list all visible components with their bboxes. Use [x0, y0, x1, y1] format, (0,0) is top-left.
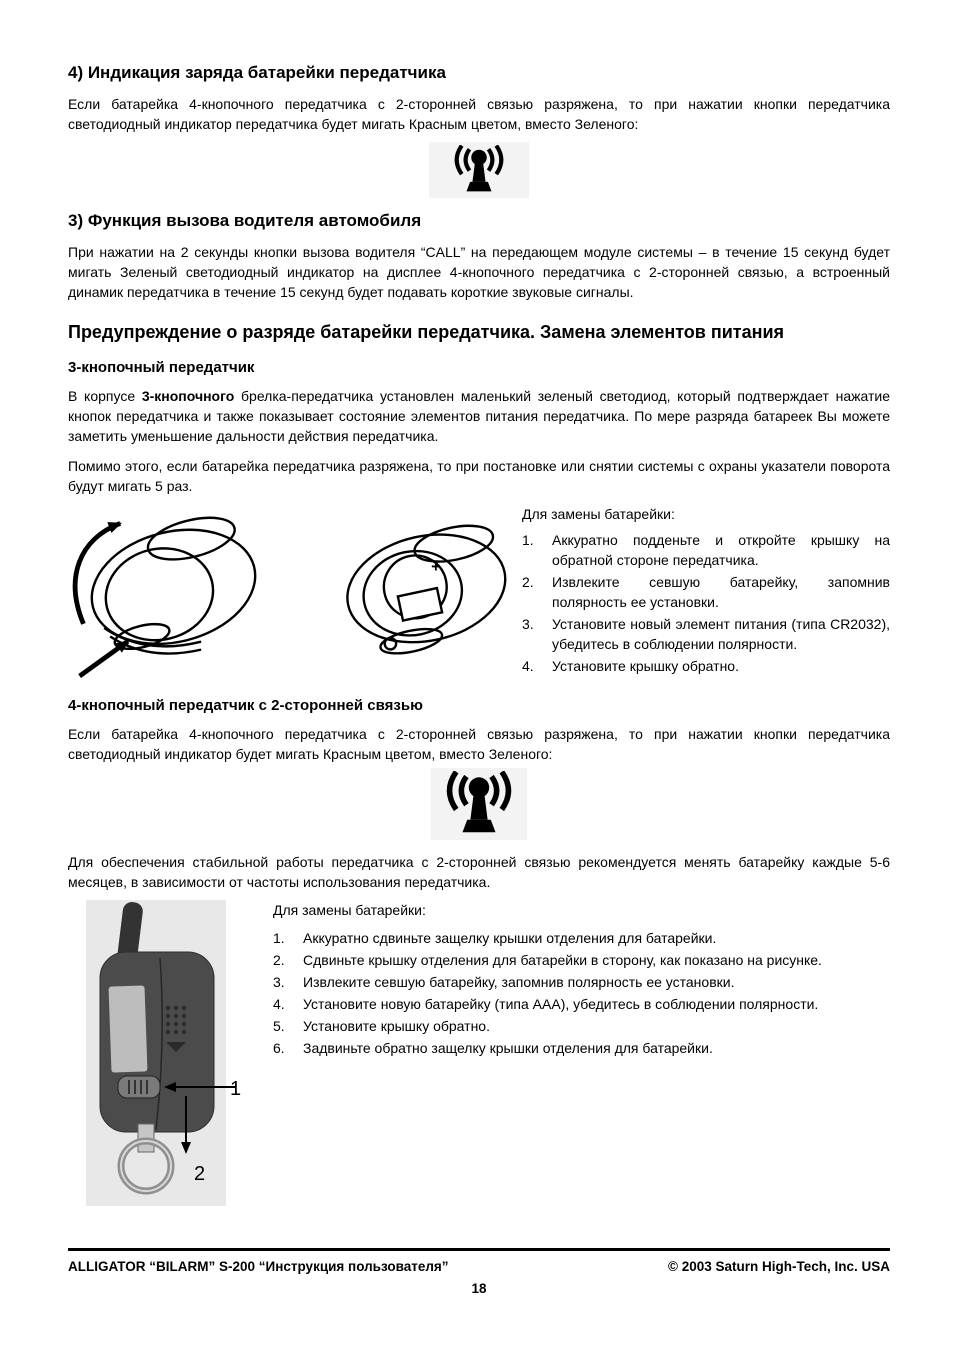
section-heading: 4) Индикация заряда батарейки передатчика: [68, 63, 446, 82]
battery-replacement-steps: [522, 504, 890, 678]
steps-title: Для замены батарейки:: [522, 506, 675, 522]
list-item: Задвиньте обратно защелку крышки отделения для батарейки.: [303, 1040, 713, 1056]
battery-replacement-steps: [273, 900, 881, 1060]
list-item: Сдвиньте крышку отделения для батарейки в сторону, как показано на рисунке.: [303, 952, 822, 968]
section-battery-indication: [68, 62, 890, 198]
transmitter-back-photo: [86, 900, 271, 1208]
paragraph: Для обеспечения стабильной работы передатчика с 2-сторонней связью рекомендуется менять батарейку каждые 5-6 месяцев, в зависимости от частоты использования передатчика.: [68, 854, 890, 890]
footer-rule: [68, 1248, 890, 1251]
paragraph: [68, 386, 890, 446]
list-item: Установите новую батарейку (типа AAA), убедитесь в соблюдении полярности.: [303, 996, 819, 1012]
list-item: Аккуратно подденьте и откройте крышку на обратной стороне передатчика.: [552, 532, 890, 568]
steps-list: [273, 928, 881, 1058]
callout-label-2: 2: [194, 1163, 206, 1185]
label-sticker: [109, 985, 148, 1072]
subsection-heading: 4-кнопочный передатчик с 2-сторонней связью: [68, 697, 423, 714]
steps-title: Для замены батарейки:: [273, 902, 426, 918]
figure-four-button-battery: [68, 900, 890, 1208]
pry-point-arrow: [80, 641, 128, 676]
paragraph: Если батарейка 4-кнопочного передатчика с 2-сторонней связью разряжена, то при нажатии кнопки передатчика светодиодный индикатор будет мигать Красным цветом, вместо Зеленого:: [68, 726, 890, 762]
subsection-heading: 3-кнопочный передатчик: [68, 359, 255, 376]
section-call-function: [68, 210, 890, 302]
footer-right-text: © 2003 Saturn High-Tech, Inc. USA: [668, 1259, 890, 1274]
section-heading: 3) Функция вызова водителя автомобиля: [68, 211, 422, 230]
paragraph: Помимо этого, если батарейка передатчика разряжена, то при постановке или снятии системы с охраны указатели поворота будут мигать 5 раз.: [68, 458, 890, 494]
warning-heading: Предупреждение о разряде батарейки передатчика. Замена элементов питания: [68, 322, 785, 342]
text-run-bold: 3-кнопочного: [141, 388, 235, 404]
keyfob-open-cover-drawing: [68, 504, 266, 680]
list-item: Извлеките севшую батарейку, запомнив полярность ее установки.: [303, 974, 735, 990]
battery-polarity-label: +: [431, 557, 441, 576]
callout-label-1: 1: [230, 1078, 242, 1100]
list-item: Установите крышку обратно.: [552, 658, 739, 674]
keyfob-battery-drawing: [336, 512, 512, 666]
page-number: 18: [471, 1281, 487, 1296]
paragraph: Если батарейка 4-кнопочного передатчика с 2-сторонней связью разряжена, то при нажатии кнопки передатчика светодиодный индикатор передатчика будет мигать Красным цветом, вместо Зеленого:: [68, 96, 890, 132]
figure-three-button-battery: [68, 504, 890, 680]
paragraph: При нажатии на 2 секунды кнопки вызова водителя “CALL” на передающем модуле системы – в течение 15 секунд будет мигать Зеленый светодиодный индикатор на дисплее 4-кнопочного передатчика с 2-сторонней связью, а встроенный динамик передатчика в течение 15 секунд будет подавать короткие звуковые сигналы.: [68, 244, 890, 300]
footer-left-text: ALLIGATOR “BILARM” S-200 “Инструкция пользователя”: [68, 1259, 449, 1274]
text-run: брелка-передатчика установлен маленький зеленый светодиод, который подтверждает нажатие кнопок передатчика и также показывает состояние элементов питания передатчика. По мере разряда батареек Вы можете заметить уменьшение дальности действия передатчика.: [68, 388, 891, 444]
list-item: Извлеките севшую батарейку, запомнив полярность ее установки.: [552, 574, 890, 610]
section-three-button: [68, 358, 890, 680]
radio-signal-icon: [429, 142, 529, 198]
text-run: В корпусе: [68, 388, 142, 404]
list-item: Установите крышку обратно.: [303, 1018, 490, 1034]
list-item: Аккуратно сдвиньте защелку крышки отделения для батарейки.: [303, 930, 717, 946]
list-item: Установите новый элемент питания (типа CR2032), убедитесь в соблюдении полярности.: [552, 616, 890, 652]
radio-signal-icon: [431, 768, 527, 840]
cover-latch: [118, 1076, 160, 1098]
section-four-button: [68, 696, 890, 1208]
page-footer: [68, 1248, 890, 1296]
steps-list: [522, 530, 890, 676]
